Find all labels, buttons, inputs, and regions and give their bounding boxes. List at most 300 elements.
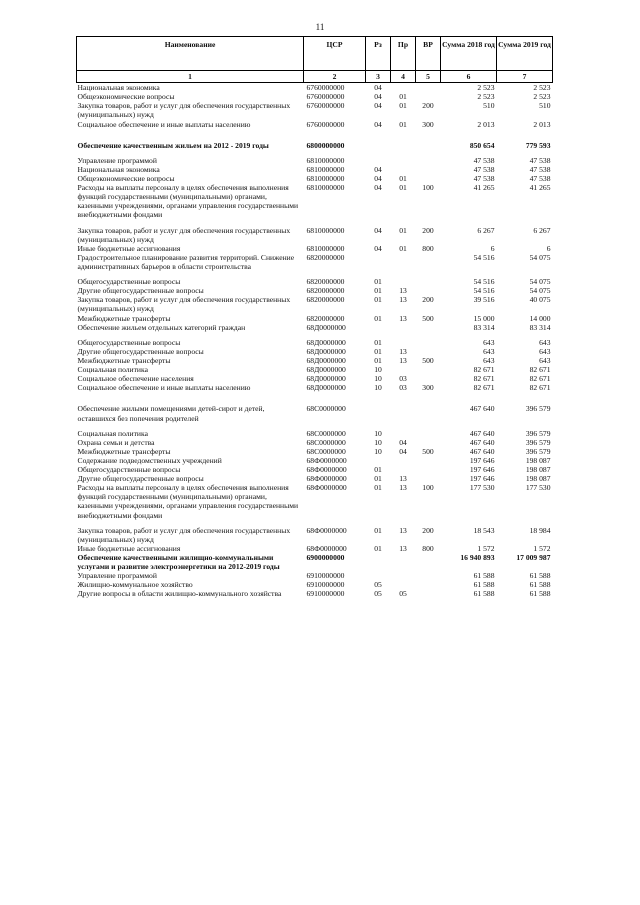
row-csr: 6810000000 (306, 183, 345, 193)
row-csr: 68Д0000000 (306, 374, 346, 384)
row-csr: 68Д0000000 (306, 322, 346, 332)
column-number: 4 (391, 71, 416, 83)
row-sum-2018: 643 (483, 346, 495, 356)
row-pr (391, 404, 416, 422)
row-csr: 6810000000 (306, 173, 345, 183)
row-name: Закупка товаров, работ и услуг для обеспечения государственных (муниципальных) нужд (77, 225, 291, 244)
row-csr: 68Д0000000 (306, 346, 346, 356)
row-name: Общегосударственные вопросы (77, 277, 181, 287)
row-csr: 6800000000 (306, 140, 345, 150)
row-rz: 10 (374, 446, 382, 456)
row-sum-2018: 54 516 (473, 286, 495, 296)
row-name: Обеспечение жилыми помещениями детей-сирот и детей, оставшихся без попечения родителей (77, 404, 265, 423)
row-rz: 05 (374, 580, 382, 590)
header-pr: Пр (391, 37, 416, 71)
row-sum-2018: 2 523 (477, 92, 495, 102)
row-sum-2019: 41 265 (529, 183, 551, 193)
row-csr: 6760000000 (306, 119, 345, 129)
row-name: Расходы на выплаты персоналу в целях обеспечения выполнения функций государственными (муниципальными) органами, казенными учреждениями, органами управления государственными внебюджетными фондами (77, 183, 299, 220)
row-sum-2019: 198 087 (525, 465, 551, 475)
row-sum-2019: 6 (546, 243, 551, 253)
row-vr (416, 465, 441, 474)
row-pr: 13 (399, 525, 407, 535)
header-sum-2019: Сумма 2019 год (497, 37, 553, 71)
row-csr: 6820000000 (306, 295, 345, 305)
row-vr (416, 580, 441, 589)
table-row (77, 383, 553, 392)
table-row (77, 165, 553, 174)
row-vr: 800 (422, 243, 434, 253)
row-sum-2019: 82 671 (529, 383, 551, 393)
row-name: Другие общегосударственные вопросы (77, 286, 204, 296)
row-vr (416, 474, 441, 483)
row-vr: 200 (422, 525, 434, 535)
row-name: Управление программой (77, 155, 157, 165)
row-vr (416, 141, 441, 150)
row-name: Социальное обеспечение и иные выплаты населению (77, 383, 251, 393)
row-csr: 6820000000 (306, 286, 345, 296)
row-pr (391, 580, 416, 589)
row-name: Закупка товаров, работ и услуг для обеспечения государственных (муниципальных) нужд (77, 525, 291, 544)
table-row (77, 244, 553, 253)
table-row (77, 553, 553, 571)
row-vr (416, 347, 441, 356)
row-sum-2019: 61 588 (529, 571, 551, 581)
row-name: Обеспечение жильем отдельных категорий граждан (77, 322, 246, 332)
row-name: Общегосударственные вопросы (77, 465, 181, 475)
row-rz (366, 404, 391, 422)
row-pr: 03 (399, 383, 407, 393)
row-csr: 6760000000 (306, 92, 345, 102)
row-pr (391, 156, 416, 165)
table-row (77, 174, 553, 183)
row-sum-2019: 396 579 (525, 428, 551, 438)
table-row (77, 465, 553, 474)
table-row (77, 226, 553, 244)
table-row (77, 295, 553, 313)
row-sum-2019: 18 984 (529, 525, 551, 535)
row-vr (416, 165, 441, 174)
row-name: Другие вопросы в области жилищно-коммунального хозяйства (77, 589, 282, 599)
row-csr: 68С0000000 (306, 404, 346, 414)
row-rz: 04 (374, 225, 382, 235)
row-pr (391, 553, 416, 571)
table-row (77, 120, 553, 129)
row-name: Жилищно-коммунальное хозяйство (77, 580, 193, 590)
table-row (77, 365, 553, 374)
row-csr: 6760000000 (306, 101, 345, 111)
row-pr (391, 83, 416, 93)
row-rz: 01 (374, 543, 382, 553)
row-sum-2019: 2 523 (533, 92, 551, 102)
row-sum-2019: 396 579 (525, 446, 551, 456)
row-name: Социальная политика (77, 365, 148, 375)
row-pr (391, 277, 416, 286)
row-name: Обеспечение качественными жилищно-коммунальными услугами и развитие электроэнергетики на 2012-2019 годы (77, 553, 280, 572)
row-sum-2018: 467 640 (469, 446, 495, 456)
row-sum-2019: 82 671 (529, 365, 551, 375)
row-name: Общегосударственные вопросы (77, 337, 181, 347)
table-row (77, 474, 553, 483)
row-pr (391, 571, 416, 580)
row-name: Иные бюджетные ассигнования (77, 543, 181, 553)
row-name: Охрана семьи и детства (77, 437, 155, 447)
header-csr: ЦСР (304, 37, 366, 71)
row-name: Социальное обеспечение и иные выплаты населению (77, 119, 251, 129)
row-sum-2018: 83 314 (473, 322, 495, 332)
row-vr: 500 (422, 446, 434, 456)
row-name: Социальная политика (77, 428, 148, 438)
row-rz: 10 (374, 428, 382, 438)
row-name: Иные бюджетные ассигнования (77, 243, 181, 253)
row-pr (391, 338, 416, 347)
row-pr (391, 165, 416, 174)
table-row (77, 286, 553, 295)
row-name: Национальная экономика (77, 164, 160, 174)
row-sum-2018: 643 (483, 355, 495, 365)
row-pr: 01 (399, 119, 407, 129)
row-rz: 01 (374, 346, 382, 356)
column-number-row (77, 71, 553, 83)
row-sum-2018: 82 671 (473, 374, 495, 384)
table-row (77, 253, 553, 271)
row-name: Расходы на выплаты персоналу в целях обеспечения выполнения функций государственными (муниципальными) органами, казенными учреждениями, органами управления государственными внебюджетными фондами (77, 483, 299, 520)
row-sum-2018: 1 572 (477, 543, 495, 553)
table-row (77, 404, 553, 422)
row-csr: 68Ф0000000 (306, 474, 347, 484)
column-number: 7 (497, 71, 553, 83)
row-rz: 04 (374, 101, 382, 111)
row-vr: 200 (422, 101, 434, 111)
row-sum-2019: 47 538 (529, 155, 551, 165)
table-row (77, 571, 553, 580)
row-sum-2019: 396 579 (525, 437, 551, 447)
table-row (77, 141, 553, 150)
table-row (77, 544, 553, 553)
row-vr: 300 (422, 383, 434, 393)
row-name: Национальная экономика (77, 83, 160, 93)
row-sum-2018: 2 523 (477, 83, 495, 93)
row-sum-2019: 643 (539, 346, 551, 356)
row-pr: 13 (399, 355, 407, 365)
row-vr (416, 404, 441, 422)
table-row (77, 429, 553, 438)
row-vr (416, 553, 441, 571)
row-sum-2018: 47 538 (473, 173, 495, 183)
row-sum-2019: 643 (539, 355, 551, 365)
row-vr (416, 277, 441, 286)
row-sum-2019: 198 087 (525, 474, 551, 484)
table-row (77, 526, 553, 544)
row-csr: 6910000000 (306, 571, 345, 581)
row-name: Другие общегосударственные вопросы (77, 346, 204, 356)
row-pr: 04 (399, 446, 407, 456)
row-vr (416, 156, 441, 165)
row-sum-2019: 82 671 (529, 374, 551, 384)
row-rz (366, 156, 391, 165)
row-rz (366, 456, 391, 465)
row-sum-2018: 467 640 (469, 437, 495, 447)
row-vr: 100 (422, 183, 434, 193)
row-sum-2019: 61 588 (529, 580, 551, 590)
row-vr (416, 589, 441, 598)
row-sum-2019: 54 075 (529, 277, 551, 287)
row-sum-2019: 510 (539, 101, 551, 111)
row-sum-2018: 510 (483, 101, 495, 111)
column-number: 6 (441, 71, 497, 83)
row-sum-2019: 779 593 (525, 140, 551, 150)
row-csr: 68Ф0000000 (306, 483, 347, 493)
row-pr: 01 (399, 92, 407, 102)
table-row (77, 438, 553, 447)
row-rz (366, 571, 391, 580)
row-csr: 6820000000 (306, 252, 345, 262)
row-csr: 68С0000000 (306, 446, 346, 456)
row-vr (416, 286, 441, 295)
row-vr (416, 253, 441, 271)
table-header (77, 37, 553, 83)
row-pr (391, 253, 416, 271)
row-pr: 13 (399, 295, 407, 305)
row-vr (416, 92, 441, 101)
header-rz: Рз (366, 37, 391, 71)
row-pr: 01 (399, 243, 407, 253)
row-sum-2018: 61 588 (473, 580, 495, 590)
row-sum-2019: 54 075 (529, 286, 551, 296)
row-rz: 01 (374, 465, 382, 475)
table-row (77, 338, 553, 347)
table-row (77, 92, 553, 101)
row-vr (416, 429, 441, 438)
column-number: 2 (304, 71, 366, 83)
row-sum-2018: 82 671 (473, 365, 495, 375)
row-sum-2019: 6 267 (533, 225, 551, 235)
row-rz: 04 (374, 243, 382, 253)
row-name: Другие общегосударственные вопросы (77, 474, 204, 484)
row-csr: 68Д0000000 (306, 355, 346, 365)
row-csr: 68Д0000000 (306, 337, 346, 347)
row-rz: 01 (374, 295, 382, 305)
table-row (77, 183, 553, 219)
row-sum-2018: 197 646 (469, 455, 495, 465)
table-row (77, 156, 553, 165)
row-csr: 68Ф0000000 (306, 525, 347, 535)
row-pr (391, 456, 416, 465)
table-row (77, 277, 553, 286)
row-pr (391, 365, 416, 374)
row-sum-2019: 177 530 (525, 483, 551, 493)
row-rz: 10 (374, 437, 382, 447)
row-pr: 01 (399, 183, 407, 193)
row-csr: 68Ф0000000 (306, 543, 347, 553)
row-sum-2019: 396 579 (525, 404, 551, 414)
row-pr (391, 323, 416, 332)
row-rz: 04 (374, 83, 382, 93)
row-vr: 500 (422, 313, 434, 323)
row-sum-2019: 1 572 (533, 543, 551, 553)
row-sum-2018: 850 654 (469, 140, 495, 150)
table-body (77, 83, 553, 599)
table-row (77, 483, 553, 519)
row-pr: 01 (399, 173, 407, 183)
row-rz: 01 (374, 355, 382, 365)
row-rz: 01 (374, 483, 382, 493)
row-csr: 6810000000 (306, 243, 345, 253)
row-rz: 10 (374, 374, 382, 384)
row-sum-2018: 18 543 (473, 525, 495, 535)
row-csr: 6900000000 (306, 553, 345, 563)
row-rz: 04 (374, 92, 382, 102)
row-pr (391, 141, 416, 150)
row-vr: 800 (422, 543, 434, 553)
budget-table (76, 36, 553, 599)
row-sum-2018: 61 588 (473, 571, 495, 581)
row-sum-2019: 83 314 (529, 322, 551, 332)
row-csr: 68Д0000000 (306, 383, 346, 393)
row-rz: 01 (374, 313, 382, 323)
row-sum-2019: 643 (539, 337, 551, 347)
row-csr: 6760000000 (306, 83, 345, 93)
row-pr: 01 (399, 101, 407, 111)
row-sum-2018: 197 646 (469, 465, 495, 475)
row-csr: 6810000000 (306, 225, 345, 235)
row-sum-2018: 54 516 (473, 252, 495, 262)
row-rz: 04 (374, 173, 382, 183)
row-csr: 6820000000 (306, 313, 345, 323)
row-vr (416, 365, 441, 374)
row-vr (416, 456, 441, 465)
row-sum-2018: 82 671 (473, 383, 495, 393)
row-pr: 13 (399, 313, 407, 323)
table-row (77, 589, 553, 598)
header-name: Наименование (77, 37, 304, 71)
row-csr: 6820000000 (306, 277, 345, 287)
row-rz: 01 (374, 474, 382, 484)
row-name: Управление программой (77, 571, 157, 581)
row-name: Содержание подведомственных учреждений (77, 455, 222, 465)
row-pr: 13 (399, 483, 407, 493)
row-sum-2018: 467 640 (469, 428, 495, 438)
row-sum-2019: 17 009 987 (516, 553, 551, 563)
row-vr (416, 83, 441, 93)
table-row (77, 374, 553, 383)
row-sum-2018: 39 516 (473, 295, 495, 305)
row-sum-2019: 14 000 (529, 313, 551, 323)
header-sum-2018: Сумма 2018 год (441, 37, 497, 71)
row-name: Обеспечение качественным жильем на 2012 - 2019 годы (77, 140, 269, 150)
row-vr (416, 174, 441, 183)
table-row (77, 456, 553, 465)
row-vr: 200 (422, 225, 434, 235)
row-rz: 01 (374, 286, 382, 296)
row-csr: 6910000000 (306, 580, 345, 590)
row-name: Межбюджетные трансферты (77, 313, 171, 323)
row-sum-2018: 643 (483, 337, 495, 347)
row-sum-2018: 467 640 (469, 404, 495, 414)
row-name: Социальное обеспечение населения (77, 374, 194, 384)
table-row (77, 83, 553, 93)
row-csr: 6910000000 (306, 589, 345, 599)
row-vr (416, 323, 441, 332)
row-sum-2019: 47 538 (529, 173, 551, 183)
row-rz: 04 (374, 119, 382, 129)
row-csr: 68Д0000000 (306, 365, 346, 375)
row-csr: 68С0000000 (306, 428, 346, 438)
row-rz: 01 (374, 525, 382, 535)
column-number: 3 (366, 71, 391, 83)
row-sum-2018: 16 940 893 (460, 553, 495, 563)
row-csr: 68Ф0000000 (306, 455, 347, 465)
row-pr: 01 (399, 225, 407, 235)
row-pr (391, 465, 416, 474)
header-vr: ВР (416, 37, 441, 71)
row-name: Закупка товаров, работ и услуг для обеспечения государственных (муниципальных) нужд (77, 101, 291, 120)
row-rz: 10 (374, 365, 382, 375)
row-pr: 13 (399, 474, 407, 484)
row-sum-2018: 47 538 (473, 164, 495, 174)
table-row (77, 356, 553, 365)
row-sum-2018: 2 013 (477, 119, 495, 129)
row-csr: 6810000000 (306, 155, 345, 165)
row-sum-2018: 177 530 (469, 483, 495, 493)
row-sum-2019: 40 075 (529, 295, 551, 305)
row-sum-2018: 54 516 (473, 277, 495, 287)
row-sum-2018: 61 588 (473, 589, 495, 599)
row-sum-2018: 41 265 (473, 183, 495, 193)
row-vr: 300 (422, 119, 434, 129)
row-name: Закупка товаров, работ и услуг для обеспечения государственных (муниципальных) нужд (77, 295, 291, 314)
page-number: 11 (315, 22, 325, 32)
row-vr (416, 374, 441, 383)
row-vr (416, 438, 441, 447)
row-sum-2018: 47 538 (473, 155, 495, 165)
row-csr: 68С0000000 (306, 437, 346, 447)
column-number: 1 (77, 71, 304, 83)
row-sum-2019: 198 087 (525, 455, 551, 465)
row-rz: 04 (374, 183, 382, 193)
row-rz: 05 (374, 589, 382, 599)
row-sum-2018: 6 267 (477, 225, 495, 235)
row-sum-2019: 54 075 (529, 252, 551, 262)
row-vr: 500 (422, 355, 434, 365)
column-number: 5 (416, 71, 441, 83)
row-pr: 04 (399, 437, 407, 447)
row-sum-2019: 61 588 (529, 589, 551, 599)
row-sum-2019: 47 538 (529, 164, 551, 174)
row-rz (366, 553, 391, 571)
row-sum-2018: 6 (490, 243, 495, 253)
row-sum-2018: 15 000 (473, 313, 495, 323)
row-rz: 01 (374, 337, 382, 347)
row-sum-2019: 2 013 (533, 119, 551, 129)
row-vr (416, 571, 441, 580)
row-rz (366, 253, 391, 271)
row-pr (391, 429, 416, 438)
row-name: Межбюджетные трансферты (77, 355, 171, 365)
row-sum-2019: 2 523 (533, 83, 551, 93)
row-name: Градостроительное планирование развития территорий. Снижение административных барьеров в области строительства (77, 252, 295, 271)
row-vr: 200 (422, 295, 434, 305)
row-rz: 10 (374, 383, 382, 393)
row-pr: 13 (399, 346, 407, 356)
row-csr: 6810000000 (306, 164, 345, 174)
row-name: Межбюджетные трансферты (77, 446, 171, 456)
row-pr: 13 (399, 543, 407, 553)
row-rz: 01 (374, 277, 382, 287)
table-row (77, 447, 553, 456)
table-row (77, 580, 553, 589)
row-csr: 68Ф0000000 (306, 465, 347, 475)
